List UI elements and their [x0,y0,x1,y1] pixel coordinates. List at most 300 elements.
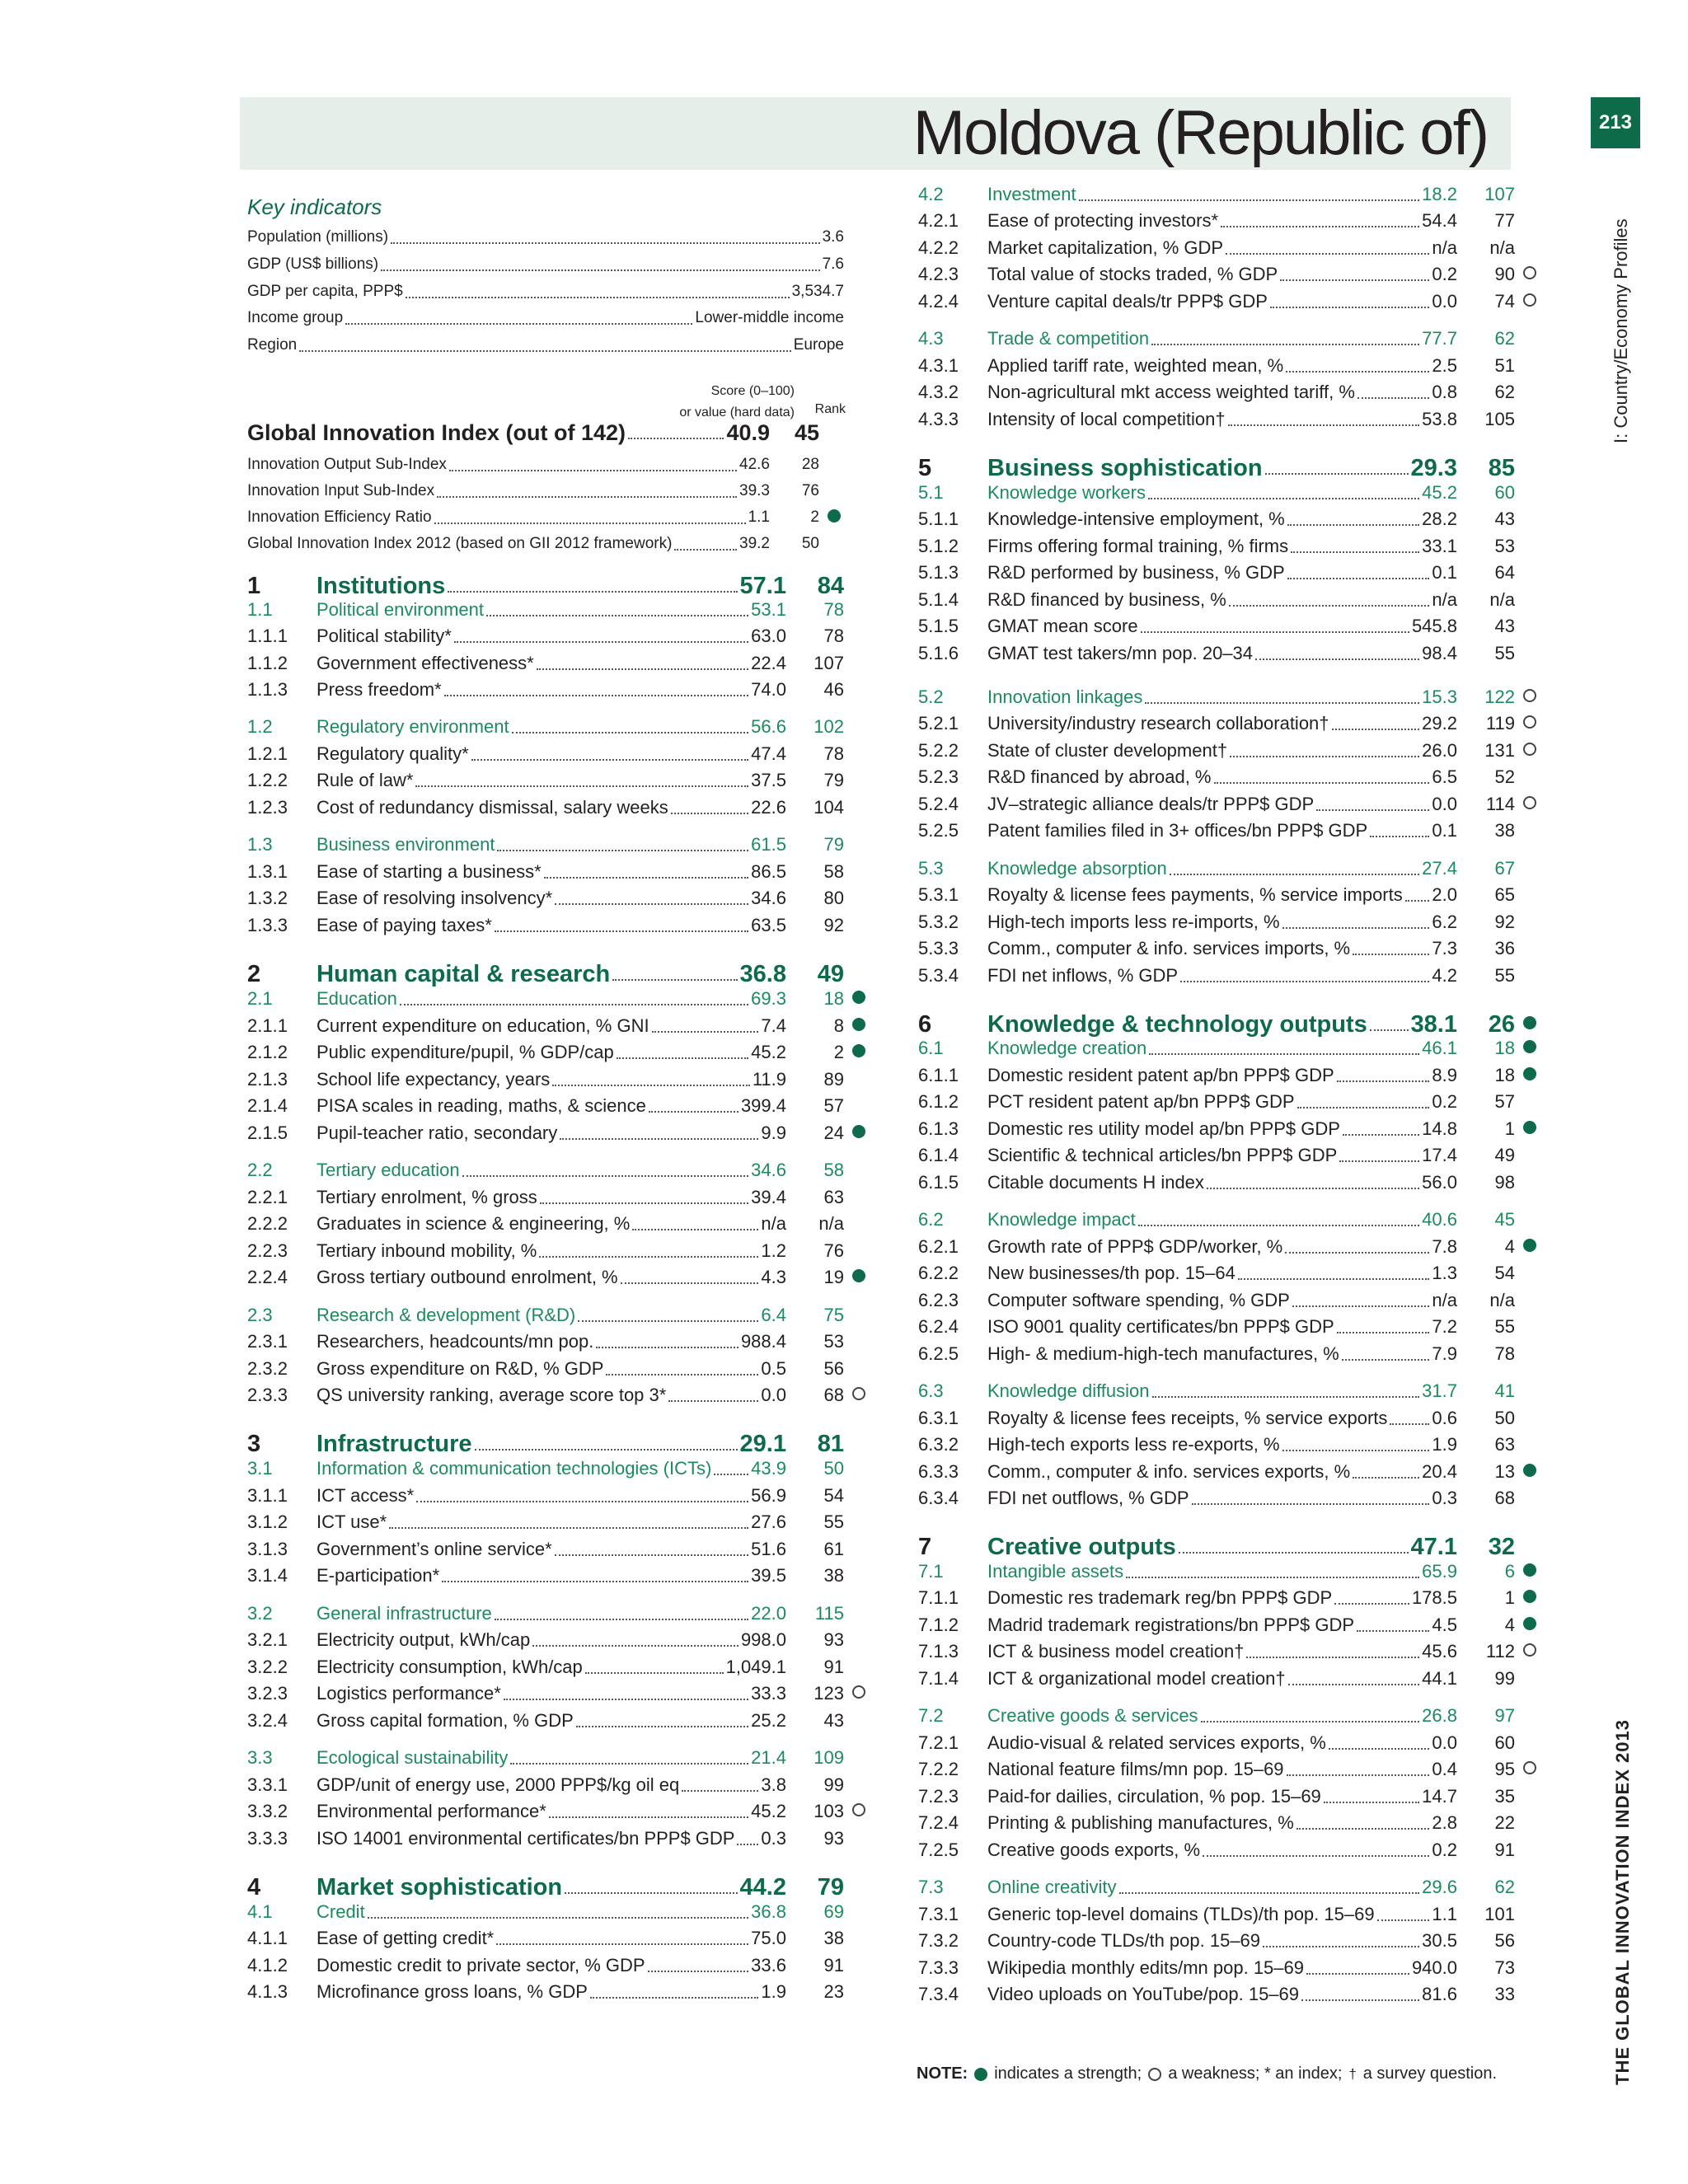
mark-cell [1515,742,1545,761]
row-rank: 79 [817,1873,844,1900]
sub-pillar-row [247,1601,874,1626]
row-rank: 91 [823,1955,844,1975]
weakness-circle-icon [1148,2068,1161,2081]
row-name [316,1955,786,1976]
indicator-row [247,624,874,649]
row-name [316,653,786,674]
leader-dots [406,286,790,298]
row-rank: 33 [1494,1984,1515,2004]
row-code: 7.1 [918,1561,944,1582]
row-rank: 93 [823,1629,844,1650]
leader-dots [1337,1069,1430,1082]
row-name [987,1732,1457,1754]
leader-dots [612,968,737,981]
row-label: Madrid trademark registrations/bn PPP$ GDP [987,1615,1355,1635]
indicator-row [918,1613,1545,1638]
row-label: Knowledge diffusion [987,1380,1150,1401]
row-code: 4.3.2 [918,382,959,402]
row-label: High-tech exports less re-exports, % [987,1434,1280,1455]
row-code: 5.3 [918,858,944,879]
leader-dots [1180,969,1429,982]
row-code: 7.2 [918,1705,944,1726]
indicator-row [918,1235,1545,1259]
row-rank: 98 [1494,1172,1515,1193]
row-code: 5.1.6 [918,643,959,663]
indicator-row [247,1708,874,1733]
row-code: 2.2.4 [247,1267,288,1287]
indicator-row [247,651,874,676]
leader-dots [1287,566,1430,579]
row-name [987,355,1457,377]
row-value: 1.9 [1432,1434,1457,1455]
gii-row-value: 1.1 [748,509,770,526]
indicator-row [247,1014,874,1038]
key-indicator-label: GDP (US$ billions) [247,255,379,273]
row-name [316,1122,786,1144]
row-value: 45.2 [751,1801,786,1821]
row-value: 86.5 [751,861,786,882]
key-indicator-label: Income group [247,309,344,326]
row-label: Tertiary enrolment, % gross [316,1187,537,1207]
row-rank: 99 [1494,1668,1515,1689]
leader-dots [1138,1213,1419,1226]
indicator-row [918,738,1545,763]
row-code: 5.3.2 [918,912,959,932]
row-rank: 112 [1485,1641,1515,1661]
leader-dots [632,1217,758,1230]
row-value: 2.8 [1432,1812,1457,1833]
row-name [987,328,1457,349]
row-name [316,1629,786,1651]
row-name [987,536,1457,557]
row-rank: 38 [1494,820,1515,841]
row-name [316,1928,786,1949]
row-rank: 6 [1504,1561,1515,1582]
row-label: High- & medium-high-tech manufactures, % [987,1343,1339,1364]
row-label: Ease of getting credit* [316,1928,495,1948]
mark-cell [1515,1760,1545,1779]
indicator-row [918,1090,1545,1114]
row-rank: 51 [1494,355,1515,376]
row-rank: 109 [814,1747,844,1768]
leader-dots [1334,1591,1409,1605]
row-value: 54.4 [1422,210,1457,231]
row-rank: 131 [1484,740,1515,761]
row-label: Venture capital deals/tr PPP$ GDP [987,291,1268,312]
row-name [987,1759,1457,1780]
row-code: 5 [918,454,932,481]
leader-dots [462,1164,749,1177]
row-rank: n/a [1489,589,1515,610]
strength-dot-icon [1523,1067,1536,1080]
row-label: Scientific & technical articles/bn PPP$ GDP [987,1145,1338,1165]
row-value: 77.7 [1422,328,1457,349]
row-rank: 50 [1494,1408,1515,1428]
indicator-row [247,1265,874,1290]
gii-row-label: Innovation Efficiency Ratio [247,509,432,526]
leader-dots [504,1687,748,1700]
row-label: Gross capital formation, % GDP [316,1710,574,1731]
indicator-row [918,1757,1545,1782]
mark-cell [1515,293,1545,312]
row-code: 3 [247,1430,261,1457]
row-rank: n/a [818,1213,844,1234]
row-label: Domestic resident patent ap/bn PPP$ GDP [987,1065,1334,1085]
row-rank: 84 [817,572,844,599]
leader-dots [1170,862,1419,875]
row-rank: 13 [1494,1461,1515,1482]
row-value: 14.8 [1422,1118,1457,1139]
indicator-row [918,765,1545,790]
indicator-row [918,262,1545,287]
mark-cell [1515,1066,1545,1085]
row-rank: 78 [823,599,844,620]
indicator-row [918,1902,1545,1927]
row-rank: 49 [817,960,844,987]
leader-dots [1119,1881,1420,1894]
row-rank: 80 [823,888,844,908]
row-code: 6.3.4 [918,1488,959,1508]
row-name [316,1042,786,1063]
row-name [316,1431,786,1458]
row-rank: 103 [814,1801,844,1821]
row-label: Education [316,988,397,1009]
gii-row-rank: 28 [801,456,819,473]
row-code: 5.1 [918,482,944,503]
row-name [316,1385,786,1406]
row-label: Market sophistication [316,1873,563,1900]
row-label: Ease of starting a business* [316,861,542,882]
row-value: 45.6 [1422,1641,1457,1661]
row-name [987,687,1457,708]
row-name [987,1561,1457,1582]
leader-dots [1265,462,1409,475]
row-name [987,1877,1457,1898]
row-rank: 53 [1494,536,1515,556]
row-name [987,210,1457,232]
leader-dots [391,232,820,244]
row-value: 61.5 [751,834,786,855]
row-rank: 97 [1494,1705,1515,1726]
leader-dots [1357,1619,1429,1632]
strength-dot-icon [1523,1590,1536,1603]
row-code: 3.1 [247,1458,273,1479]
row-name [987,1786,1457,1807]
leader-dots [1377,1908,1430,1921]
row-code: 6.3 [918,1380,944,1401]
row-rank: 99 [823,1774,844,1795]
row-value: 4.3 [761,1267,786,1287]
page-title: Moldova (Republic of) [912,98,1488,168]
row-code: 6.1.4 [918,1145,959,1165]
indicator-row [247,1980,874,2004]
note-legend: NOTE: indicates a strength; a weakness; * an index; † a survey question. [917,2064,1498,2083]
row-label: ICT & business model creation† [987,1641,1245,1661]
leader-dots [532,1633,738,1647]
leader-dots [512,720,749,733]
row-label: Paid-for dailies, circulation, % pop. 15–69 [987,1786,1321,1807]
row-rank: 104 [814,797,844,818]
row-code: 2.3.1 [247,1331,288,1352]
row-value: 940.0 [1411,1957,1457,1978]
row-code: 4 [247,1873,261,1900]
row-label: Domestic res trademark reg/bn PPP$ GDP [987,1587,1333,1608]
gii-main-row: Global Innovation Index (out of 142) 40.9 45 [247,419,819,445]
indicator-row [247,768,874,793]
row-code: 1.1.1 [247,626,288,646]
row-label: Patent families filed in 3+ offices/bn PPP$ GDP [987,820,1368,841]
sub-pillar-row [918,182,1545,207]
row-value: 45.2 [1422,482,1457,503]
row-label: Logistics performance* [316,1683,501,1704]
row-value: 74.0 [751,679,786,700]
gii-row [247,530,849,558]
leader-dots [1238,1267,1430,1280]
row-code: 5.2.3 [918,766,959,787]
row-rank: n/a [1489,1290,1515,1310]
row-rank: 43 [823,1710,844,1731]
row-value: 0.5 [761,1358,786,1379]
row-label: Gross expenditure on R&D, % GDP [316,1358,604,1379]
row-rank: 105 [1484,409,1515,429]
side-label-bottom: THE GLOBAL INNOVATION INDEX 2013 [1612,1719,1633,2085]
row-value: 22.4 [751,653,786,673]
row-value: 45.2 [751,1042,786,1062]
strength-dot-icon [1523,1121,1536,1134]
row-name [316,1069,786,1090]
row-label: Knowledge absorption [987,858,1167,879]
row-value: 0.2 [1432,1840,1457,1860]
row-value: 6.5 [1432,766,1457,787]
row-rank: 35 [1494,1786,1515,1807]
row-label: Royalty & license fees receipts, % service exports [987,1408,1388,1428]
leader-dots [1405,888,1430,902]
row-rank: 18 [1494,1038,1515,1058]
row-label: Applied tariff rate, weighted mean, % [987,355,1284,376]
indicator-row [247,1383,874,1408]
indicator-row [918,1639,1545,1664]
row-rank: 102 [814,716,844,737]
row-label: Political stability* [316,626,452,646]
gii-row [247,477,849,505]
row-value: 56.9 [751,1485,786,1506]
side-label-top: I: Country/Economy Profiles [1611,218,1631,443]
row-value: 31.7 [1422,1380,1457,1401]
row-value: 39.4 [751,1187,786,1207]
row-code: 5.3.4 [918,965,959,986]
row-name [316,915,786,936]
row-rank: 32 [1488,1533,1515,1560]
mark-cell [844,1386,874,1405]
row-value: 7.3 [1432,938,1457,958]
row-label: Trade & competition [987,328,1150,349]
row-code: 3.2.3 [247,1683,288,1704]
row-rank: 77 [1494,210,1515,231]
row-code: 4.2.3 [918,264,959,284]
row-label: GMAT test takers/mn pop. 20–34 [987,643,1254,663]
row-name [316,1874,786,1901]
row-value: 56.0 [1422,1172,1457,1193]
row-label: Regulatory environment [316,716,509,737]
indicator-row [918,1406,1545,1431]
row-label: General infrastructure [316,1603,492,1624]
row-code: 4.1.2 [247,1955,288,1975]
row-code: 3.1.3 [247,1539,288,1559]
row-label: Information & communication technologies (ICTs) [316,1458,712,1479]
row-value: 9.9 [761,1122,786,1143]
row-label: Current expenditure on education, % GNI [316,1015,649,1036]
row-label: School life expectancy, years [316,1069,551,1090]
leader-dots [648,1959,749,1972]
leader-dots [585,1661,724,1674]
row-rank: 55 [1494,643,1515,663]
row-code: 4.1.1 [247,1928,288,1948]
row-name [316,626,786,647]
leader-dots [415,774,748,787]
row-code: 2.1.4 [247,1095,288,1116]
row-rank: 92 [823,915,844,935]
leader-dots [674,537,737,551]
indicator-row [918,818,1545,843]
indicator-row [918,1288,1545,1313]
row-name [987,562,1457,583]
row-label: Government’s online service* [316,1539,552,1559]
mark-cell [1515,1643,1545,1661]
row-name [316,961,786,988]
indicator-row [918,1929,1545,1953]
mark-cell [844,1017,874,1036]
weakness-circle-icon [1523,1761,1536,1774]
sub-pillar-row [918,685,1545,710]
row-rank: 79 [823,770,844,790]
row-code: 6.3.2 [918,1434,959,1455]
row-value: 1.3 [1432,1263,1457,1283]
row-value: 22.0 [751,1603,786,1624]
row-rank: 74 [1494,291,1515,312]
row-name [987,509,1457,530]
sub-pillar-row [918,1704,1545,1728]
row-rank: 38 [823,1928,844,1948]
row-label: Innovation linkages [987,687,1143,707]
indicator-row [918,1811,1545,1835]
row-code: 7.2.4 [918,1812,959,1833]
row-value: 178.5 [1411,1587,1457,1608]
row-code: 4.3.1 [918,355,959,376]
row-rank: 18 [823,988,844,1009]
row-label: Pupil-teacher ratio, secondary [316,1122,558,1143]
row-name [316,743,786,765]
indicator-row [247,886,874,911]
leader-dots [1282,916,1430,929]
strength-dot-icon [974,2068,987,2081]
row-value: 33.3 [751,1683,786,1704]
row-value: 1,049.1 [725,1657,786,1677]
row-name [316,1801,786,1822]
row-label: Infrastructure [316,1430,472,1457]
leader-dots [1286,359,1429,373]
row-value: 21.4 [751,1747,786,1768]
row-value: 0.3 [1432,1488,1457,1508]
indicator-row [247,1799,874,1824]
row-code: 3.1.1 [247,1485,288,1506]
row-rank: 81 [817,1430,844,1457]
mark-cell [1515,715,1545,733]
row-rank: 4 [1504,1615,1515,1635]
key-indicator-value: Lower-middle income [695,309,844,326]
row-name [316,599,786,621]
row-value: 1.2 [761,1240,786,1261]
row-code: 3.1.2 [247,1511,288,1532]
row-label: Business environment [316,834,495,855]
row-code: 4.3.3 [918,409,959,429]
row-label: Printing & publishing manufactures, % [987,1812,1294,1833]
leader-dots [555,892,748,905]
leader-dots [1148,486,1419,499]
leader-dots [560,1127,758,1140]
row-value: n/a [1432,237,1457,258]
row-value: 25.2 [751,1710,786,1731]
leader-dots [1282,1438,1430,1451]
row-label: Firms offering formal training, % firms [987,536,1289,556]
mark-cell [1515,1563,1545,1582]
row-name [987,1984,1457,2005]
row-code: 2.3.3 [247,1385,288,1405]
row-label: Knowledge impact [987,1209,1136,1230]
leader-dots [495,919,748,932]
strength-dot-icon [852,1018,865,1031]
row-label: Comm., computer & info. services imports, % [987,938,1351,958]
row-rank: 76 [823,1240,844,1261]
mark-cell [844,1685,874,1704]
sub-pillar-row [918,326,1545,351]
row-rank: 62 [1494,328,1515,349]
mark-cell [1515,1589,1545,1608]
strength-dot-icon [852,1269,865,1282]
row-name [987,1065,1457,1086]
row-code: 3.3.1 [247,1774,288,1795]
leader-dots [1149,1042,1419,1055]
gii-row-rank: 76 [801,482,819,499]
row-code: 2.2.3 [247,1240,288,1261]
row-rank: 61 [823,1539,844,1559]
row-rank: 114 [1485,794,1515,814]
indicator-row [918,1342,1545,1366]
row-code: 6.2.5 [918,1343,959,1364]
row-name [987,1840,1457,1861]
row-rank: 46 [823,679,844,700]
indicator-row [247,1628,874,1652]
title-bar [240,97,1511,170]
row-value: 0.0 [1432,1732,1457,1753]
page-number: 213 [1591,97,1640,148]
mark-cell [1515,1120,1545,1139]
leader-dots [606,1362,758,1376]
row-name [987,1930,1457,1952]
row-name [987,1263,1457,1284]
row-value: 7.9 [1432,1343,1457,1364]
row-rank: 1 [1504,1587,1515,1608]
row-code: 3.1.4 [247,1565,288,1586]
sub-pillar-row [247,987,874,1011]
row-name [987,713,1457,734]
leader-dots [1192,1492,1430,1505]
row-name [316,1358,786,1380]
row-rank: 65 [1494,884,1515,905]
mark-cell [1515,265,1545,284]
row-code: 7.2.5 [918,1840,959,1860]
row-name [316,1565,786,1586]
score-header: Score (0–100) or value (hard data) [679,384,795,419]
